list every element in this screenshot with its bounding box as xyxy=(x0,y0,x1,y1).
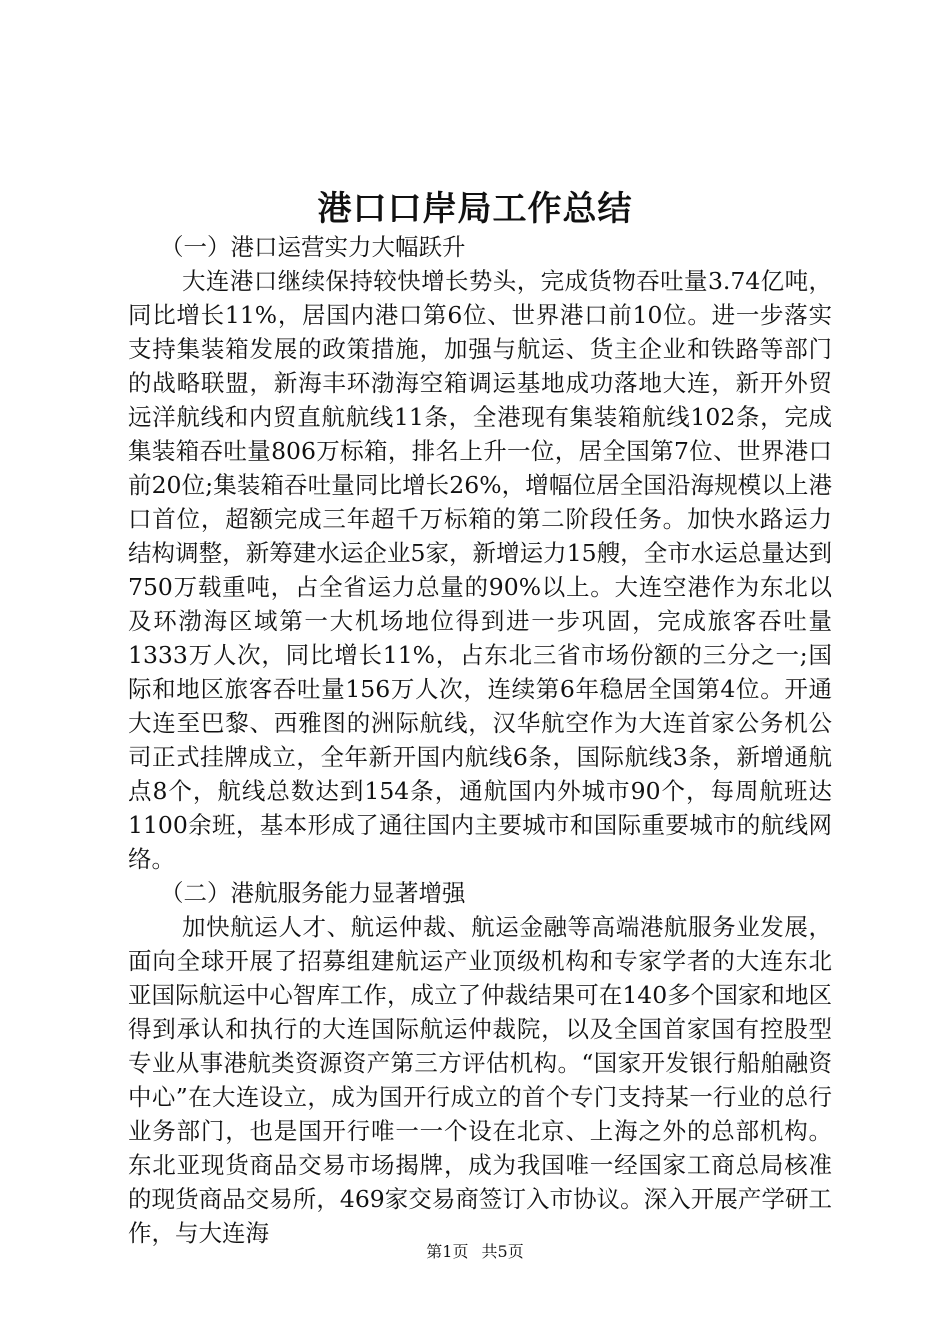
section-heading-2: （二）港航服务能力显著增强 xyxy=(160,879,466,907)
page-total: 共5页 xyxy=(481,1242,524,1261)
page-footer xyxy=(0,1240,950,1264)
section-heading-1: （一）港口运营实力大幅跃升 xyxy=(160,233,466,261)
page-number: 第1页 xyxy=(426,1242,469,1261)
document-title: 港口口岸局工作总结 xyxy=(317,189,633,229)
section-paragraph-2: 加快航运人才、航运仲裁、航运金融等高端港航服务业发展，面向全球开展了招募组建航运产业顶级机构和专家学者的大连东北亚国际航运中心智库工作，成立了仲裁结果可在140多个国家和地区得到承认和执行的大连国际航运仲裁院，以及全国首家国有控股型专业从事港航类资源资产第三方评估机构。“国家开发银行船舶融资中心”在大连设立，成为国开行成立的首个专门支持某一行业的总行业务部门，也是国开行唯一一个设在北京、上海之外的总部机构。东北亚现货商品交易市场揭牌，成为我国唯一经国家工商总局核准的现货商品交易所，469家交易商签订入市协议。深入开展产学研工作，与大连海 xyxy=(128,913,832,1247)
document-body xyxy=(128,230,832,1250)
section-paragraph-1: 大连港口继续保持较快增长势头，完成货物吞吐量3.74亿吨，同比增长11%，居国内港口第6位、世界港口前10位。进一步落实支持集装箱发展的政策措施，加强与航运、货主企业和铁路等部门的战略联盟，新海丰环渤海空箱调运基地成功落地大连，新开外贸远洋航线和内贸直航航线11条，全港现有集装箱航线102条，完成集装箱吞吐量806万标箱，排名上升一位，居全国第7位、世界港口前20位;集装箱吞吐量同比增长26%，增幅位居全国沿海规模以上港口首位，超额完成三年超千万标箱的第二阶段任务。加快水路运力结构调整，新筹建水运企业5家，新增运力15艘，全市水运总量达到750万载重吨，占全省运力总量的90%以上。大连空港作为东北以及环渤海区域第一大机场地位得到进一步巩固，完成旅客吞吐量1333万人次，同比增长11%，占东北三省市场份额的三分之一;国际和地区旅客吞吐量156万人次，连续第6年稳居全国第4位。开通大连至巴黎、西雅图的洲际航线，汉华航空作为大连首家公务机公司正式挂牌成立，全年新开国内航线6条，国际航线3条，新增通航点8个，航线总数达到154条，通航国内外城市90个，每周航班达1100余班，基本形成了通往国内主要城市和国际重要城市的航线网络。 xyxy=(128,267,832,873)
